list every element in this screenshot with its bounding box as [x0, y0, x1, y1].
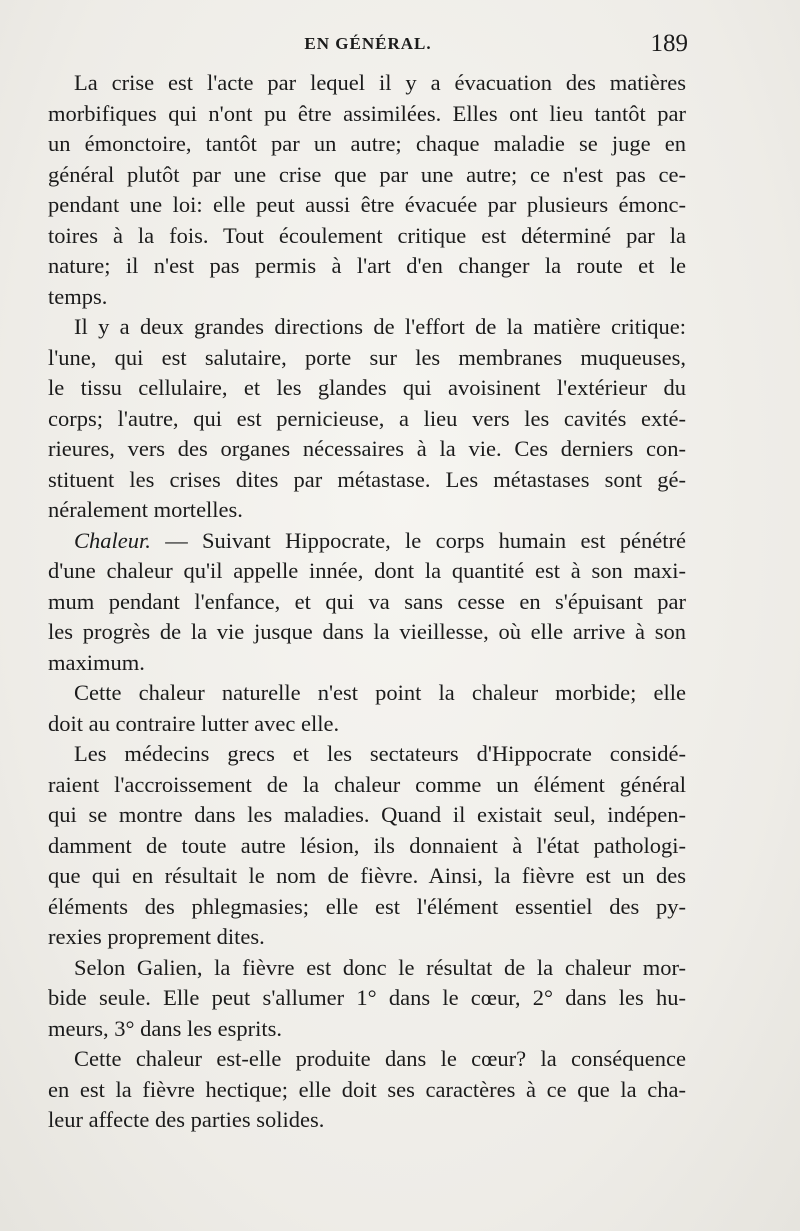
text-line: bide seule. Elle peut s'allumer 1° dans le cœur, 2° dans les hu- [48, 985, 686, 1010]
text-line: d'une chaleur qu'il appelle innée, dont la quantité est à son maxi- [48, 558, 686, 583]
text-line: damment de toute autre lésion, ils donnaient à l'état pathologi- [48, 832, 686, 858]
page-number: 189 [650, 30, 688, 57]
section-run-in-title: Chaleur. [74, 527, 151, 553]
text-line: rieures, vers des organes nécessaires à la vie. Ces derniers con- [48, 436, 686, 461]
text-line: corps; l'autre, qui est pernicieuse, a lieu vers les cavités exté- [48, 405, 686, 431]
text-line: morbifiques qui n'ont pu être assimilées. Elles ont lieu tantôt par [48, 100, 686, 126]
text-line: néralement mortelles. [48, 497, 243, 522]
text-line: Les médecins grecs et les sectateurs d'Hippocrate considé- [74, 741, 686, 766]
text-line: meurs, 3° dans les esprits. [48, 1015, 282, 1041]
text-line: doit au contraire lutter avec elle. [48, 710, 340, 736]
paragraph [48, 739, 686, 953]
text-line: Selon Galien, la fièvre est donc le résultat de la chaleur mor- [74, 954, 686, 980]
text-line: qui se montre dans les maladies. Quand il existait seul, indépen- [48, 802, 686, 827]
paragraph [48, 678, 686, 739]
text-line: le tissu cellulaire, et les glandes qui avoisinent l'extérieur du [48, 375, 686, 400]
text-line: toires à la fois. Tout écoulement critique est déterminé par la [48, 222, 686, 248]
running-title: EN GÉNÉRAL. [304, 34, 432, 53]
text-line: Cette chaleur naturelle n'est point la chaleur morbide; elle [74, 680, 686, 705]
paragraph [48, 68, 686, 312]
text-line [48, 526, 686, 557]
text-line: que qui en résultait le nom de fièvre. Ainsi, la fièvre est un des [48, 863, 686, 888]
paragraph [48, 953, 686, 1045]
text-line: mum pendant l'enfance, et qui va sans cesse en s'épuisant par [48, 588, 686, 614]
text-line: leur affecte des parties solides. [48, 1107, 325, 1132]
text-line: les progrès de la vie jusque dans la vieillesse, où elle arrive à son [48, 619, 686, 644]
text-line: maximum. [48, 649, 145, 675]
text-line: La crise est l'acte par lequel il y a évacuation des matières [74, 70, 686, 95]
paragraph [48, 1044, 686, 1136]
text-line: raient l'accroissement de la chaleur comme un élément général [48, 771, 686, 797]
text-line-rest: — Suivant Hippocrate, le corps humain est pénétré [150, 527, 686, 553]
paragraph-chaleur [48, 526, 686, 679]
text-line: Il y a deux grandes directions de l'effort de la matière critique: [74, 314, 686, 339]
text-line: nature; il n'est pas permis à l'art d'en changer la route et le [48, 253, 686, 278]
text-line: l'une, qui est salutaire, porte sur les membranes muqueuses, [48, 344, 686, 370]
text-line: Cette chaleur est-elle produite dans le cœur? la conséquence [74, 1046, 686, 1071]
text-line: temps. [48, 283, 108, 309]
text-line: général plutôt par une crise que par une autre; ce n'est pas ce- [48, 161, 686, 187]
text-line: un émonctoire, tantôt par un autre; chaque maladie se juge en [48, 131, 686, 156]
text-line: pendant une loi: elle peut aussi être évacuée par plusieurs émonc- [48, 192, 686, 217]
text-line: en est la fièvre hectique; elle doit ses caractères à ce que la cha- [48, 1076, 686, 1102]
page-header [48, 30, 688, 70]
text-line: stituent les crises dites par métastase. Les métastases sont gé- [48, 466, 686, 492]
paragraph [48, 312, 686, 526]
text-line: rexies proprement dites. [48, 924, 265, 949]
text-line: éléments des phlegmasies; elle est l'élément essentiel des py- [48, 893, 686, 919]
body-text [48, 68, 686, 1136]
